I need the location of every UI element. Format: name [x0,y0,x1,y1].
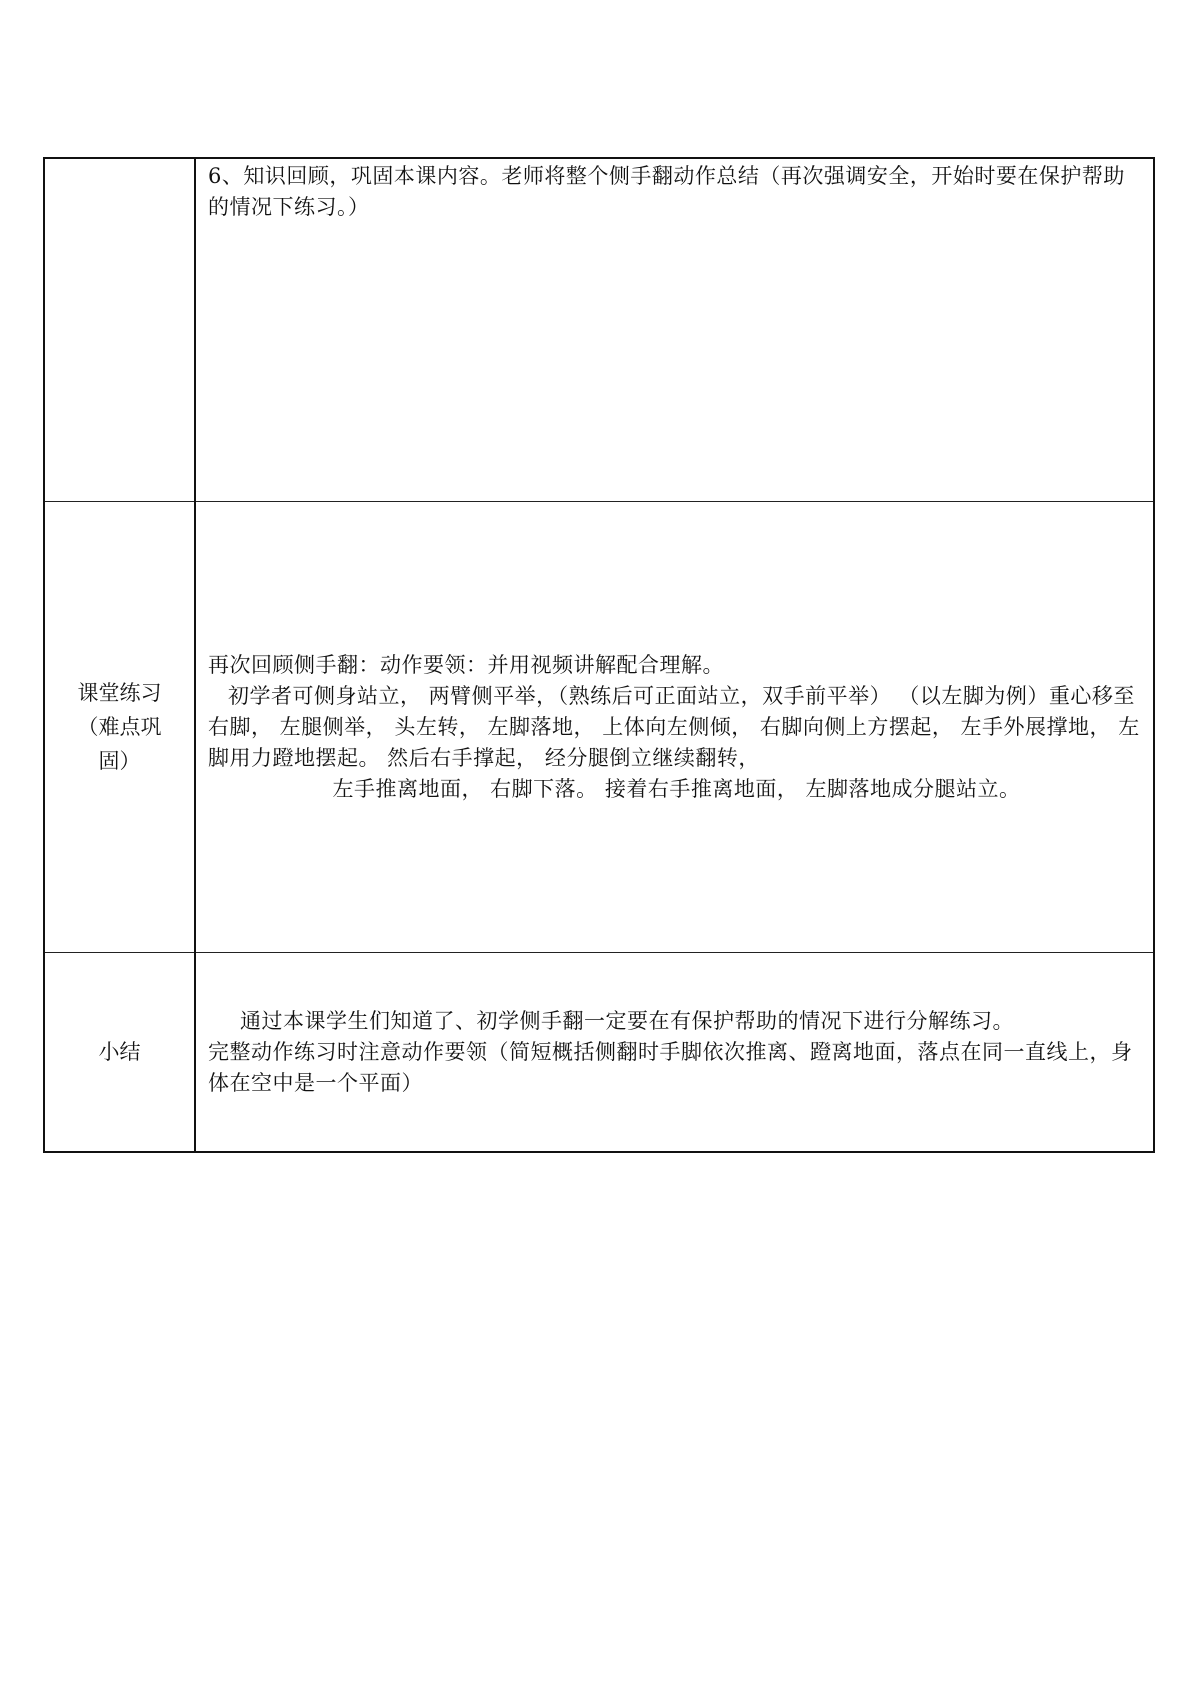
table-row [44,953,1154,1153]
summary-text: 通过本课学生们知道了、初学侧手翻一定要在有保护帮助的情况下进行分解练习。 [240,1008,1014,1033]
summary-detail-text: 完整动作练习时注意动作要领（简短概括侧翻时手脚依次推离、蹬离地面，落点在同一直线上，身体在空中是一个平面） [208,1039,1133,1095]
row-label: 课堂练习（难点巩固） [77,681,162,773]
lesson-plan-table [43,157,1155,1153]
row-label: 小结 [98,1040,141,1064]
row-label-cell [44,502,195,953]
row-content-cell [195,158,1154,502]
knowledge-review-text: 6、知识回顾，巩固本课内容。老师将整个侧手翻动作总结（再次强调安全，开始时要在保护帮助的情况下练习。） [208,164,1125,219]
practice-steps-end-text: 左手推离地面， 右脚下落。 接着右手推离地面， 左脚落地成分腿站立。 [332,776,1021,801]
row-label-cell [44,158,195,502]
row-content [196,650,1153,805]
row-content [196,159,1153,223]
practice-steps-text: 初学者可侧身站立， 两臂侧平举，（熟练后可正面站立，双手前平举） （以左脚为例）重心移至右脚， 左腿侧举， 头左转， 左脚落地， 上体向左侧倾， 右脚向侧上方摆起， 左手外展撑地， 左脚用力蹬地摆起。 然后右手撑起， 经分腿倒立继续翻转， [208,683,1140,770]
table-row [44,502,1154,953]
row-content-cell [195,953,1154,1153]
row-content-cell [195,502,1154,953]
row-label-cell [44,953,195,1153]
practice-intro-text: 再次回顾侧手翻：动作要领：并用视频讲解配合理解。 [208,652,724,677]
row-content [196,1006,1153,1099]
table-row [44,158,1154,502]
